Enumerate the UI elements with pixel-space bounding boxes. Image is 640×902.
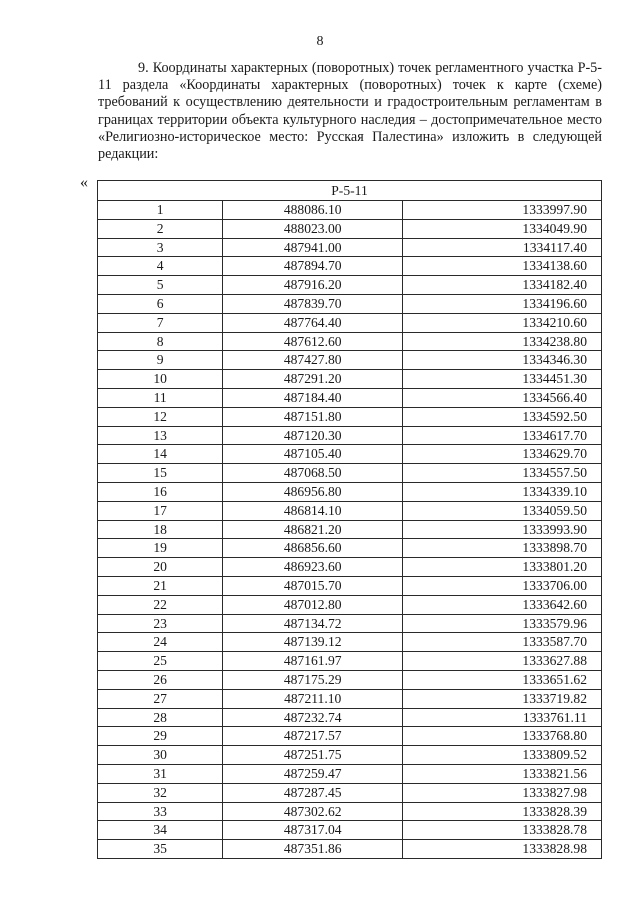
- table-row: [98, 445, 602, 464]
- table-row: [98, 351, 602, 370]
- y-coordinate-cell: 1333997.90: [403, 201, 602, 220]
- table-row: [98, 708, 602, 727]
- y-coordinate-cell: 1334059.50: [403, 501, 602, 520]
- table-row: [98, 670, 602, 689]
- x-coordinate-cell: 487291.20: [223, 370, 403, 389]
- point-number-cell: 14: [98, 445, 223, 464]
- x-coordinate-cell: 487894.70: [223, 257, 403, 276]
- y-coordinate-cell: 1334210.60: [403, 313, 602, 332]
- x-coordinate-cell: 487015.70: [223, 576, 403, 595]
- point-number-cell: 7: [98, 313, 223, 332]
- x-coordinate-cell: 487175.29: [223, 670, 403, 689]
- y-coordinate-cell: 1333579.96: [403, 614, 602, 633]
- point-number-cell: 32: [98, 783, 223, 802]
- x-coordinate-cell: 487012.80: [223, 595, 403, 614]
- x-coordinate-cell: 486956.80: [223, 482, 403, 501]
- point-number-cell: 1: [98, 201, 223, 220]
- point-number-cell: 10: [98, 370, 223, 389]
- x-coordinate-cell: 486856.60: [223, 539, 403, 558]
- table-row: [98, 689, 602, 708]
- table-row: [98, 558, 602, 577]
- x-coordinate-cell: 487427.80: [223, 351, 403, 370]
- y-coordinate-cell: 1334117.40: [403, 238, 602, 257]
- y-coordinate-cell: 1333761.11: [403, 708, 602, 727]
- point-number-cell: 11: [98, 388, 223, 407]
- table-row: [98, 576, 602, 595]
- x-coordinate-cell: 487134.72: [223, 614, 403, 633]
- x-coordinate-cell: 487259.47: [223, 764, 403, 783]
- table-row: [98, 520, 602, 539]
- y-coordinate-cell: 1334238.80: [403, 332, 602, 351]
- y-coordinate-cell: 1333828.39: [403, 802, 602, 821]
- table-row: [98, 426, 602, 445]
- y-coordinate-cell: 1334346.30: [403, 351, 602, 370]
- point-number-cell: 20: [98, 558, 223, 577]
- y-coordinate-cell: 1333627.88: [403, 652, 602, 671]
- table-caption: Р-5-11: [98, 181, 602, 201]
- opening-quote-mark: «: [80, 174, 88, 191]
- x-coordinate-cell: 487232.74: [223, 708, 403, 727]
- table-row: [98, 595, 602, 614]
- table-row: [98, 764, 602, 783]
- table-body: [98, 201, 602, 859]
- table-row: [98, 652, 602, 671]
- y-coordinate-cell: 1334049.90: [403, 219, 602, 238]
- point-number-cell: 2: [98, 219, 223, 238]
- table-row: [98, 388, 602, 407]
- x-coordinate-cell: 487211.10: [223, 689, 403, 708]
- point-number-cell: 8: [98, 332, 223, 351]
- y-coordinate-cell: 1334566.40: [403, 388, 602, 407]
- point-number-cell: 16: [98, 482, 223, 501]
- point-number-cell: 26: [98, 670, 223, 689]
- table-row: [98, 332, 602, 351]
- point-number-cell: 18: [98, 520, 223, 539]
- point-number-cell: 17: [98, 501, 223, 520]
- y-coordinate-cell: 1333828.78: [403, 821, 602, 840]
- x-coordinate-cell: 487612.60: [223, 332, 403, 351]
- x-coordinate-cell: 487251.75: [223, 746, 403, 765]
- point-number-cell: 9: [98, 351, 223, 370]
- x-coordinate-cell: 487184.40: [223, 388, 403, 407]
- point-number-cell: 21: [98, 576, 223, 595]
- point-number-cell: 5: [98, 276, 223, 295]
- table-row: [98, 633, 602, 652]
- table-row: [98, 482, 602, 501]
- table-row: [98, 370, 602, 389]
- y-coordinate-cell: 1334451.30: [403, 370, 602, 389]
- y-coordinate-cell: 1334138.60: [403, 257, 602, 276]
- table-row: [98, 783, 602, 802]
- x-coordinate-cell: 486923.60: [223, 558, 403, 577]
- point-number-cell: 3: [98, 238, 223, 257]
- x-coordinate-cell: 487916.20: [223, 276, 403, 295]
- table-row: [98, 276, 602, 295]
- y-coordinate-cell: 1333587.70: [403, 633, 602, 652]
- table-row: [98, 313, 602, 332]
- point-number-cell: 13: [98, 426, 223, 445]
- point-number-cell: 23: [98, 614, 223, 633]
- y-coordinate-cell: 1333706.00: [403, 576, 602, 595]
- table-row: [98, 539, 602, 558]
- intro-paragraph: 9. Координаты характерных (поворотных) точек регламентного участка Р-5-11 раздела «Координаты характерных (поворотных) точек к карте (схеме) требований к осуществлению деятельности и градостроительным регламентам в границах территории объекта культурного наследия – достопримечательное место «Религиозно-историческое место: Русская Палестина» изложить в следующей редакции:: [98, 60, 602, 163]
- point-number-cell: 35: [98, 840, 223, 859]
- y-coordinate-cell: 1333993.90: [403, 520, 602, 539]
- x-coordinate-cell: 487351.86: [223, 840, 403, 859]
- table-row: [98, 257, 602, 276]
- table-row: [98, 219, 602, 238]
- table-row: [98, 501, 602, 520]
- point-number-cell: 25: [98, 652, 223, 671]
- x-coordinate-cell: 487317.04: [223, 821, 403, 840]
- y-coordinate-cell: 1333651.62: [403, 670, 602, 689]
- table-row: [98, 407, 602, 426]
- y-coordinate-cell: 1333821.56: [403, 764, 602, 783]
- y-coordinate-cell: 1333827.98: [403, 783, 602, 802]
- x-coordinate-cell: 488086.10: [223, 201, 403, 220]
- page-number: 8: [316, 34, 324, 49]
- y-coordinate-cell: 1334182.40: [403, 276, 602, 295]
- y-coordinate-cell: 1334339.10: [403, 482, 602, 501]
- y-coordinate-cell: 1333719.82: [403, 689, 602, 708]
- table-caption-row: [98, 181, 602, 201]
- point-number-cell: 34: [98, 821, 223, 840]
- point-number-cell: 30: [98, 746, 223, 765]
- x-coordinate-cell: 488023.00: [223, 219, 403, 238]
- y-coordinate-cell: 1333898.70: [403, 539, 602, 558]
- table-row: [98, 464, 602, 483]
- point-number-cell: 6: [98, 294, 223, 313]
- point-number-cell: 28: [98, 708, 223, 727]
- x-coordinate-cell: 487287.45: [223, 783, 403, 802]
- y-coordinate-cell: 1333801.20: [403, 558, 602, 577]
- point-number-cell: 12: [98, 407, 223, 426]
- point-number-cell: 31: [98, 764, 223, 783]
- coordinates-table: [97, 180, 602, 859]
- x-coordinate-cell: 487151.80: [223, 407, 403, 426]
- x-coordinate-cell: 487217.57: [223, 727, 403, 746]
- point-number-cell: 19: [98, 539, 223, 558]
- y-coordinate-cell: 1333642.60: [403, 595, 602, 614]
- table-row: [98, 201, 602, 220]
- point-number-cell: 27: [98, 689, 223, 708]
- y-coordinate-cell: 1333828.98: [403, 840, 602, 859]
- point-number-cell: 24: [98, 633, 223, 652]
- y-coordinate-cell: 1334617.70: [403, 426, 602, 445]
- x-coordinate-cell: 486814.10: [223, 501, 403, 520]
- point-number-cell: 22: [98, 595, 223, 614]
- x-coordinate-cell: 487120.30: [223, 426, 403, 445]
- y-coordinate-cell: 1334629.70: [403, 445, 602, 464]
- y-coordinate-cell: 1334196.60: [403, 294, 602, 313]
- x-coordinate-cell: 487764.40: [223, 313, 403, 332]
- y-coordinate-cell: 1334557.50: [403, 464, 602, 483]
- point-number-cell: 4: [98, 257, 223, 276]
- point-number-cell: 15: [98, 464, 223, 483]
- table-row: [98, 727, 602, 746]
- table-row: [98, 802, 602, 821]
- x-coordinate-cell: 487105.40: [223, 445, 403, 464]
- table-row: [98, 238, 602, 257]
- x-coordinate-cell: 487139.12: [223, 633, 403, 652]
- x-coordinate-cell: 487839.70: [223, 294, 403, 313]
- point-number-cell: 29: [98, 727, 223, 746]
- table-row: [98, 614, 602, 633]
- x-coordinate-cell: 487068.50: [223, 464, 403, 483]
- table-row: [98, 840, 602, 859]
- y-coordinate-cell: 1334592.50: [403, 407, 602, 426]
- x-coordinate-cell: 486821.20: [223, 520, 403, 539]
- x-coordinate-cell: 487302.62: [223, 802, 403, 821]
- x-coordinate-cell: 487161.97: [223, 652, 403, 671]
- table-row: [98, 821, 602, 840]
- point-number-cell: 33: [98, 802, 223, 821]
- table-row: [98, 746, 602, 765]
- y-coordinate-cell: 1333768.80: [403, 727, 602, 746]
- y-coordinate-cell: 1333809.52: [403, 746, 602, 765]
- x-coordinate-cell: 487941.00: [223, 238, 403, 257]
- table-row: [98, 294, 602, 313]
